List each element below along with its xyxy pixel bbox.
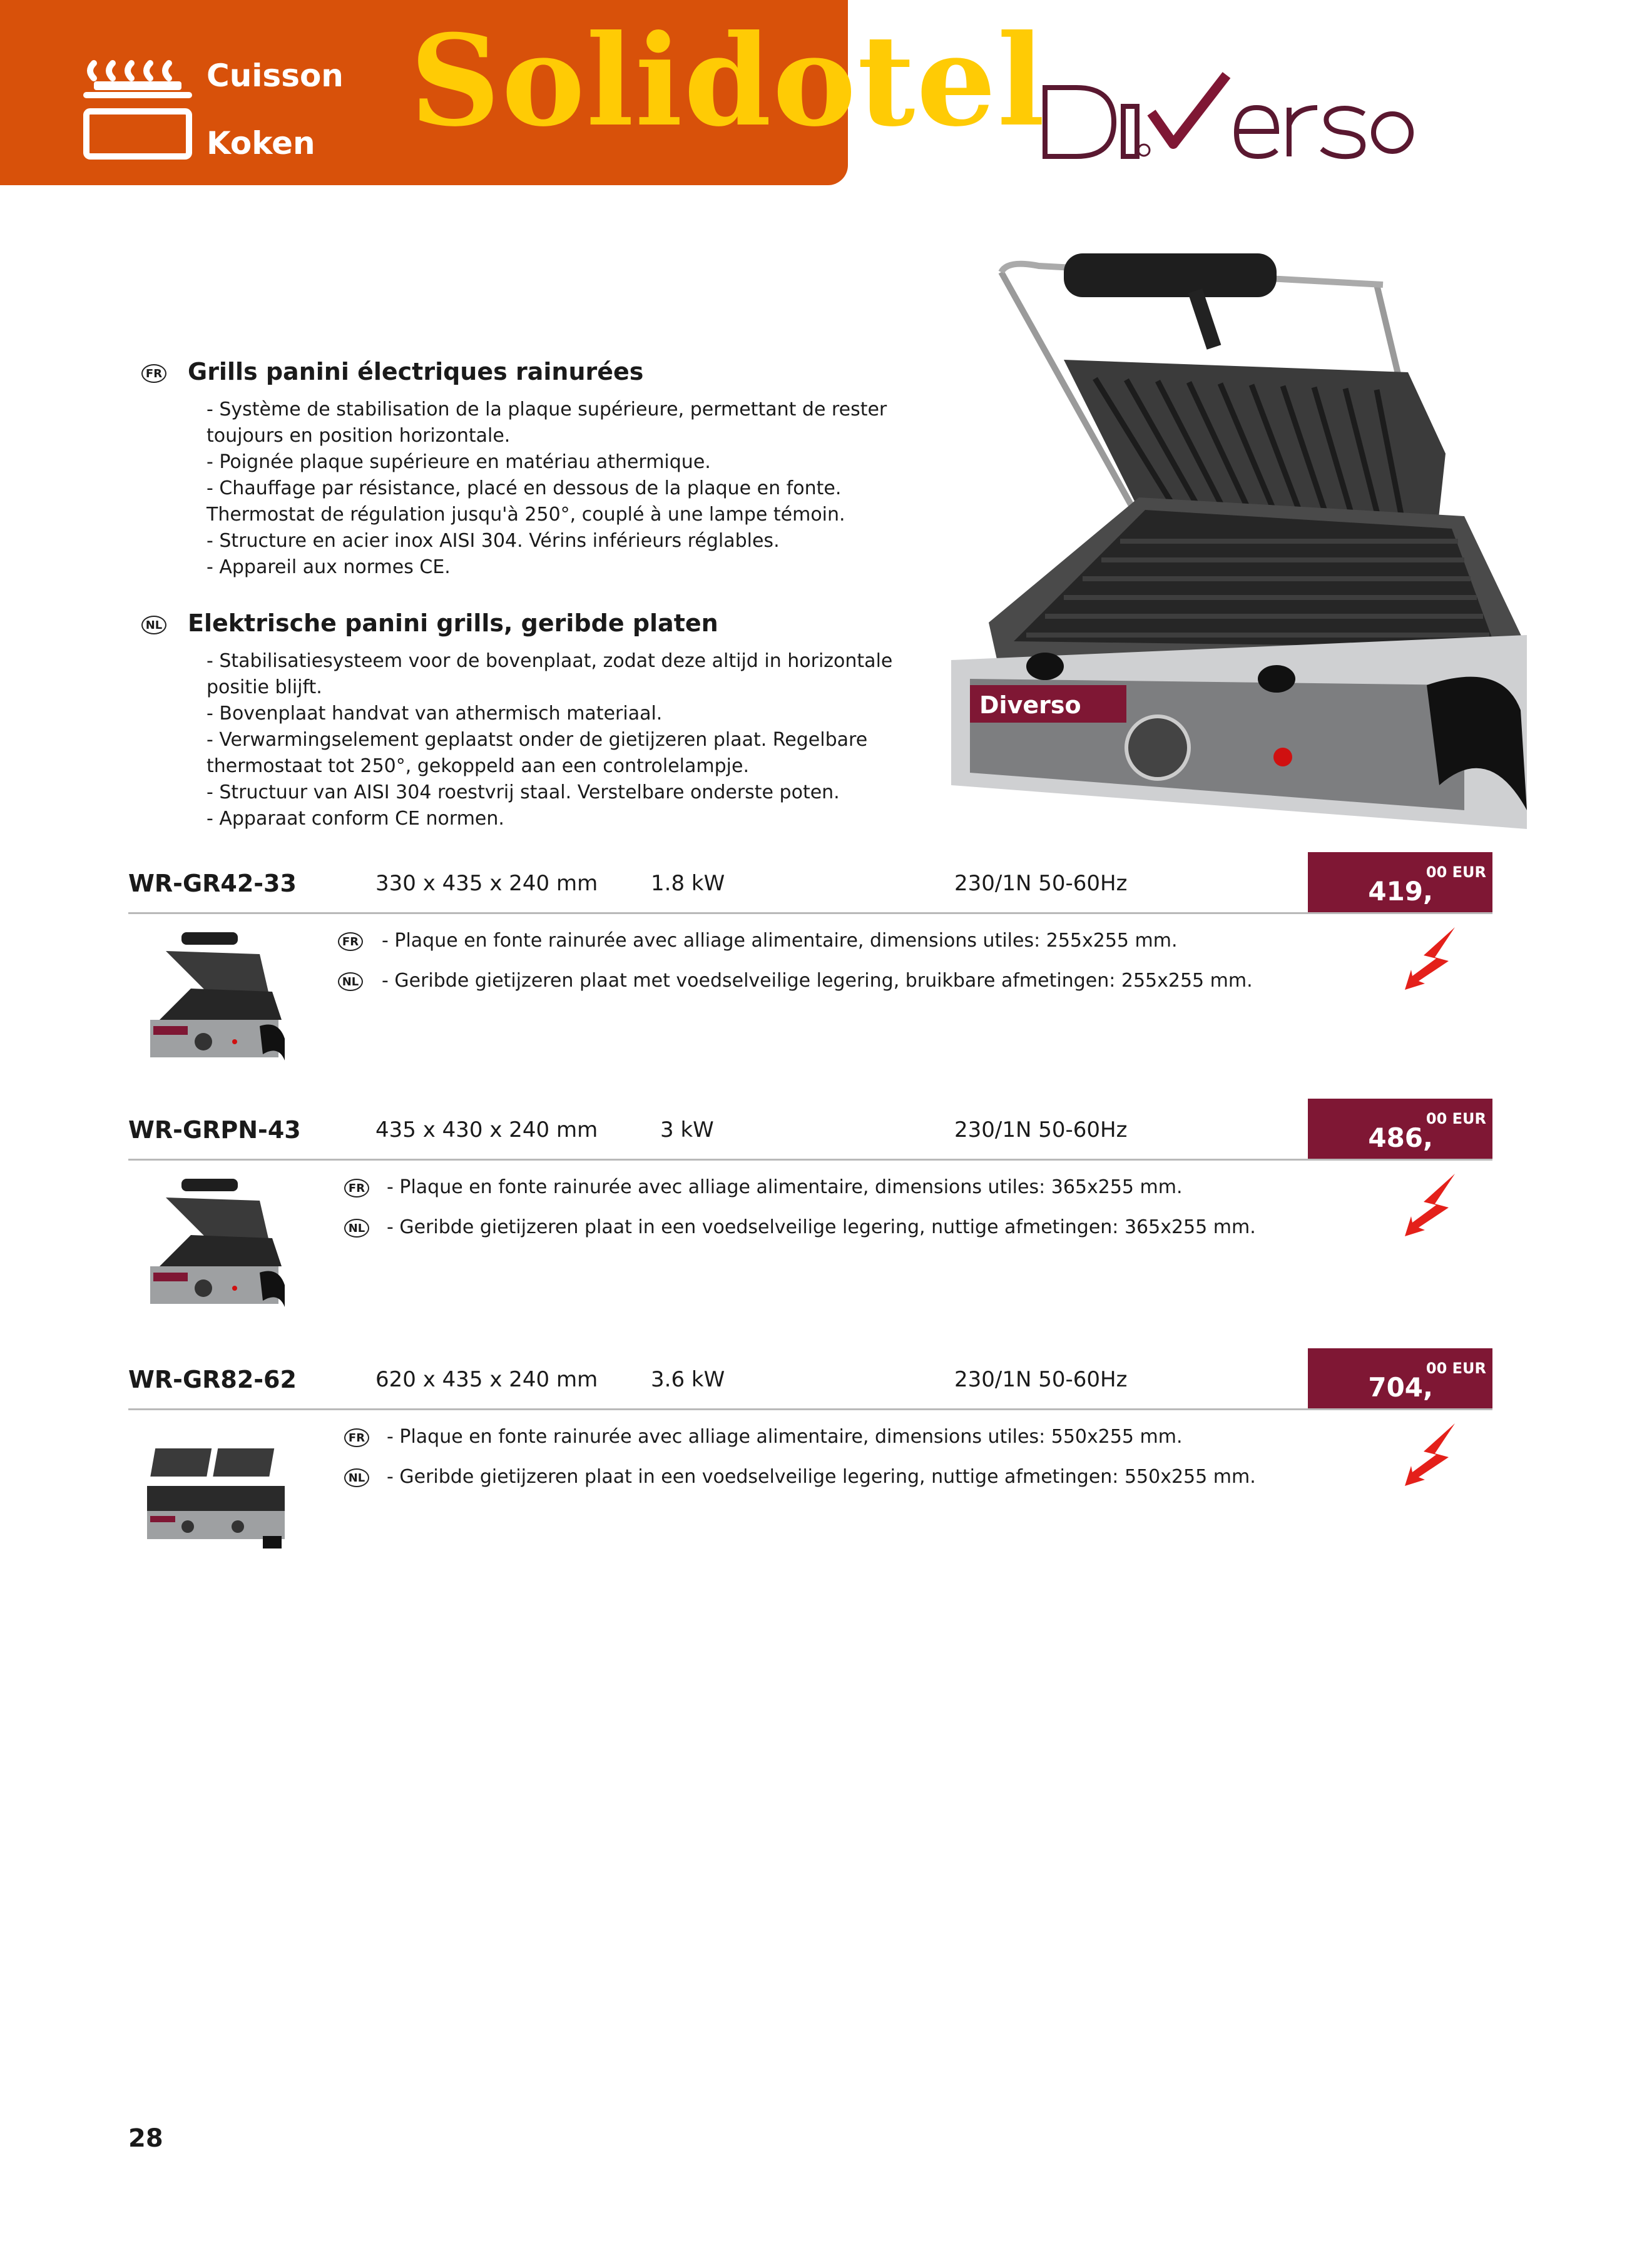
- product-dimensions: 330 x 435 x 240 mm: [375, 871, 598, 896]
- product-note-nl: - Geribde gietijzeren plaat in een voedselveilige legering, nuttige afmetingen: 550x255 mm.: [387, 1466, 1256, 1488]
- product-voltage: 230/1N 50-60Hz: [954, 1117, 1128, 1142]
- product-power: 1.8 kW: [651, 871, 725, 896]
- price-cents-currency: 00 EUR: [1426, 1110, 1486, 1127]
- language-badge-nl: NL: [141, 616, 166, 634]
- category-label-fr: Cuisson: [207, 58, 344, 94]
- row-divider: [128, 1159, 1492, 1161]
- language-badge-fr: FR: [338, 932, 363, 951]
- language-badge-nl: NL: [344, 1219, 369, 1238]
- product-note-fr: - Plaque en fonte rainurée avec alliage alimentaire, dimensions utiles: 365x255 mm.: [387, 1176, 1183, 1198]
- lightning-bolt-icon: [1405, 1423, 1461, 1486]
- category-label-nl: Koken: [207, 125, 315, 161]
- panini-grill-hero-image: [951, 247, 1527, 838]
- brand-logo-solidotel: Solidotel: [410, 8, 1046, 155]
- product-dimensions: 435 x 430 x 240 mm: [375, 1117, 598, 1142]
- page-number: 28: [128, 2124, 163, 2153]
- product-thumbnail-grill: [147, 926, 288, 1067]
- language-badge-fr: FR: [141, 364, 166, 383]
- product-price: [1308, 1099, 1492, 1159]
- lightning-bolt-icon: [1405, 1174, 1461, 1236]
- product-thumbnail-double-grill: [144, 1442, 288, 1548]
- product-voltage: 230/1N 50-60Hz: [954, 1367, 1128, 1392]
- price-value: 419,: [1368, 876, 1433, 907]
- product-note-fr: - Plaque en fonte rainurée avec alliage alimentaire, dimensions utiles: 550x255 mm.: [387, 1426, 1183, 1448]
- product-power: 3 kW: [660, 1117, 714, 1142]
- language-badge-fr: FR: [344, 1179, 369, 1198]
- product-dimensions: 620 x 435 x 240 mm: [375, 1367, 598, 1392]
- row-divider: [128, 912, 1492, 914]
- section-title-nl: Elektrische panini grills, geribde platen: [188, 609, 718, 637]
- svg-text:Diverso: Diverso: [979, 691, 1081, 719]
- price-value: 486,: [1368, 1122, 1433, 1153]
- row-divider: [128, 1408, 1492, 1410]
- brand-logo-diverso: [1039, 63, 1414, 163]
- product-code: WR-GRPN-43: [128, 1116, 301, 1144]
- product-price: [1308, 1348, 1492, 1408]
- product-code: WR-GR42-33: [128, 870, 297, 897]
- price-cents-currency: 00 EUR: [1426, 863, 1486, 881]
- product-code: WR-GR82-62: [128, 1366, 297, 1393]
- product-power: 3.6 kW: [651, 1367, 725, 1392]
- product-note-nl: - Geribde gietijzeren plaat in een voedselveilige legering, nuttige afmetingen: 365x255 mm.: [387, 1216, 1256, 1238]
- section-description-fr: - Système de stabilisation de la plaque supérieure, permettant de rester toujours en position horizontale. - Poignée plaque supérieure en matériau athermique. - Chauffage par résistance, placé en dessous de la plaque en fonte. Thermostat de régulation jusqu'à 250°, couplé à une lampe témoin. - Structure en acier inox AISI 304. Vérins inférieurs réglables. - Appareil aux normes CE.: [207, 399, 887, 578]
- product-thumbnail-grill: [147, 1172, 288, 1313]
- lightning-bolt-icon: [1405, 927, 1461, 990]
- language-badge-fr: FR: [344, 1428, 369, 1447]
- product-note-fr: - Plaque en fonte rainurée avec alliage alimentaire, dimensions utiles: 255x255 mm.: [382, 930, 1178, 952]
- product-price: [1308, 852, 1492, 912]
- price-value: 704,: [1368, 1372, 1433, 1403]
- section-description-nl: - Stabilisatiesysteem voor de bovenplaat, zodat deze altijd in horizontale positie blijft. - Bovenplaat handvat van athermisch materiaal. - Verwarmingselement geplaatst onder de gietijzeren plaat. Regelbare thermostaat tot 250°, gekoppeld aan een controlelampje. - Structuur van AISI 304 roestvrij staal. Verstelbare onderste poten. - Apparaat conform CE normen.: [207, 650, 893, 830]
- language-badge-nl: NL: [338, 972, 363, 991]
- language-badge-nl: NL: [344, 1468, 369, 1487]
- section-title-fr: Grills panini électriques rainurées: [188, 358, 644, 385]
- product-note-nl: - Geribde gietijzeren plaat met voedselveilige legering, bruikbare afmetingen: 255x255 mm.: [382, 970, 1253, 992]
- oven-icon: [81, 56, 194, 163]
- product-voltage: 230/1N 50-60Hz: [954, 871, 1128, 896]
- price-cents-currency: 00 EUR: [1426, 1360, 1486, 1377]
